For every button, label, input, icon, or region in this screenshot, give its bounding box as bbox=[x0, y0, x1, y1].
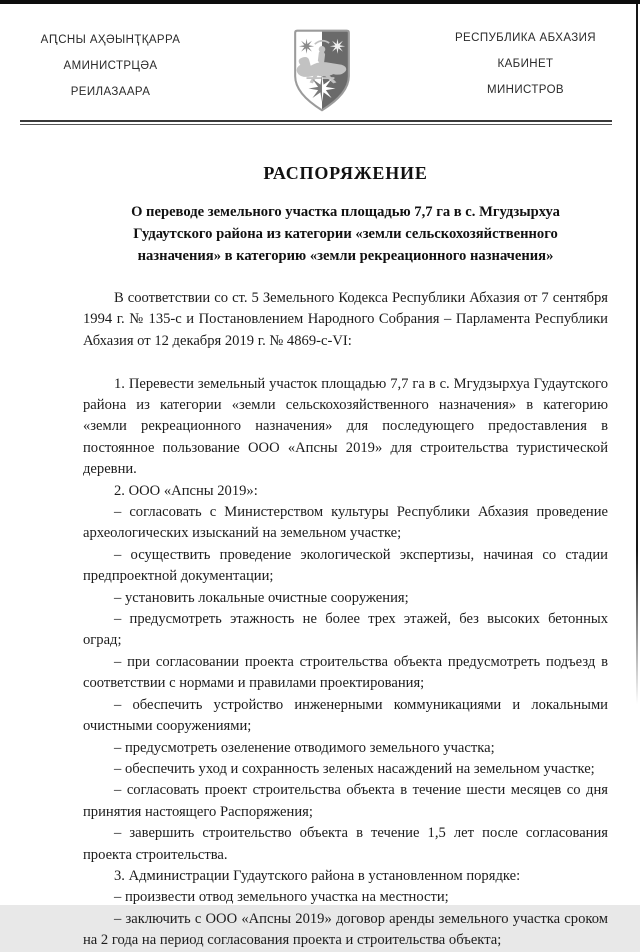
paragraph: – обеспечить уход и сохранность зеленых насаждений на земельном участке; bbox=[114, 760, 595, 777]
paragraph: – установить локальные очистные сооружения; bbox=[114, 589, 409, 606]
paragraph: 3. Администрации Гудаутского района в установленном порядке: bbox=[114, 867, 521, 884]
letterhead-line: РЕСПУБЛИКА АБХАЗИЯ bbox=[454, 32, 597, 44]
paragraph: – произвести отвод земельного участка на местности; bbox=[114, 889, 449, 906]
paragraph: 1. Перевести земельный участок площадью 7,7 га в с. Мгудзырхуа Гудаутского района из категории «земли сельскохозяйственного назначения» в категорию «земли рекреационного назначения» для последующего предоставления в постоянное пользование ООО «Апсны 2019» для строительства туристической деревни. bbox=[83, 375, 608, 478]
paragraph: 2. ООО «Апсны 2019»: bbox=[114, 482, 258, 499]
letterhead-line: МИНИСТРОВ bbox=[487, 84, 564, 96]
document-subject: О переводе земельного участка площадью 7,7 га в с. Мгудзырхуа Гудаутского района из категории «земли сельскохозяйственного назначения» в категорию «земли рекреационного назначения» bbox=[131, 204, 560, 264]
coat-of-arms-icon bbox=[290, 28, 354, 116]
letterhead-line: РЕИЛАЗААРА bbox=[70, 86, 151, 98]
paragraph: – заключить с ООО «Апсны 2019» договор аренды земельного участка сроком на 2 года на период согласования проекта и строительства объекта; bbox=[83, 910, 608, 949]
paragraph: – при согласовании проекта строительства объекта предусмотреть подъезд в соответствии с нормами и правилами проектирования; bbox=[83, 653, 608, 692]
paragraph: – согласовать проект строительства объекта в течение шести месяцев со дня принятия настоящего Распоряжения; bbox=[83, 782, 608, 820]
paragraph: – обеспечить устройство инженерными коммуникациями и локальными очистными сооружениями; bbox=[83, 696, 608, 735]
letterhead-russian bbox=[438, 32, 613, 96]
paragraph: – предусмотреть озеленение отводимого земельного участка; bbox=[114, 739, 495, 756]
letterhead-line: АМИНИСТРЦӘА bbox=[63, 60, 158, 72]
letterhead-line: АԤСНЫ АҲӘЫНҬҚАРРА bbox=[40, 34, 181, 46]
paragraph: – осуществить проведение экологической экспертизы, начиная со стадии предпроектной документации; bbox=[83, 546, 608, 585]
document-title: РАСПОРЯЖЕНИЕ bbox=[263, 163, 428, 183]
paragraph: В соответствии со ст. 5 Земельного Кодекса Республики Абхазия от 7 сентября 1994 г. № 135-с и Постановлением Народного Собрания – Парламента Республики Абхазия от 12 декабря 2019 г. № 4869-с-VI: bbox=[83, 290, 608, 349]
header-divider bbox=[20, 120, 612, 125]
paragraph: – предусмотреть этажность не более трех этажей, без высоких бетонных оград; bbox=[83, 611, 608, 649]
letterhead-abkhaz bbox=[28, 32, 193, 98]
scan-top-edge-artifact bbox=[0, 0, 640, 4]
paragraph: – завершить строительство объекта в течение 1,5 лет после согласования проекта строительства. bbox=[83, 825, 608, 863]
document-body bbox=[83, 288, 608, 952]
letterhead bbox=[0, 30, 640, 120]
paragraph: – согласовать с Министерством культуры Республики Абхазия проведение археологических изысканий на земельном участке; bbox=[83, 504, 608, 542]
document-content bbox=[83, 163, 608, 952]
letterhead-line: КАБИНЕТ bbox=[497, 58, 554, 70]
